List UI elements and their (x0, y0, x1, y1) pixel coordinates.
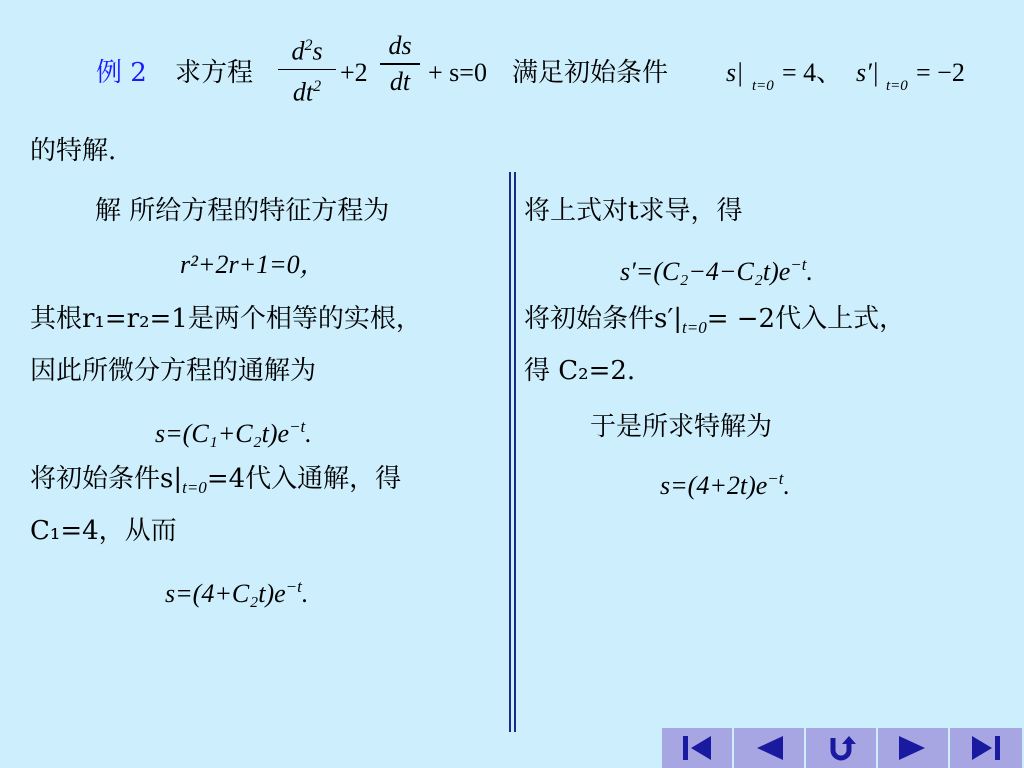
cond-sprime: s′| (856, 58, 879, 87)
coef-plus2: +2 (340, 58, 368, 87)
column-divider (514, 172, 516, 732)
partial-solution: $s=(4+C_2t)e^{-t}$. (165, 577, 309, 608)
cond-s: s| (726, 58, 744, 87)
general-solution-text: 因此所微分方程的通解为 (30, 356, 317, 386)
plus-s-zero: + s=0 (428, 58, 487, 87)
problem-lead: 求方程 (175, 58, 254, 88)
last-icon (966, 734, 1006, 762)
first-slide-button[interactable] (662, 728, 734, 768)
init-cond-line: 将初始条件$s|_{t=0}=4$代入通解，得 (30, 464, 402, 497)
next-icon (893, 734, 933, 762)
first-derivative: ds dt (380, 32, 420, 96)
previous-slide-button[interactable] (734, 728, 806, 768)
second-derivative: $d^2s$ $dt^2$ (278, 32, 336, 107)
derivative-expression: $s'=(C_2-4-C_2t)e^{-t}$. (620, 255, 813, 286)
roots-line: 其根r₁=r₂=1是两个相等的实根， (30, 304, 422, 334)
condition-text: 满足初始条件 (512, 58, 669, 88)
cond-sub2: t=0 (886, 78, 908, 94)
first-icon (677, 734, 717, 762)
last-slide-button[interactable] (950, 728, 1022, 768)
c2-line: 得 C₂=2. (524, 356, 636, 386)
cond-eq4: = 4、 (782, 58, 843, 87)
cond-sub1: t=0 (752, 78, 774, 94)
example-label: 例 2 (96, 58, 147, 88)
c1-line: C₁=4，从而 (30, 516, 177, 546)
prev-icon (749, 734, 789, 762)
particular-intro: 于是所求特解为 (590, 412, 773, 442)
char-equation: r²+2r+1=0， (180, 250, 326, 279)
return-button[interactable] (806, 728, 878, 768)
return-icon (821, 734, 861, 762)
cond-eqm2: = −2 (916, 58, 965, 87)
derivative-intro: 将上式对t求导，得 (524, 196, 743, 226)
substitute-line: 将初始条件$s'|_{t=0}= -2$代入上式， (524, 304, 906, 337)
slide-navigation (662, 728, 1024, 768)
next-slide-button[interactable] (878, 728, 950, 768)
solution-intro: 解 所给方程的特征方程为 (95, 196, 390, 226)
column-divider (509, 172, 511, 732)
problem-line2: 的特解. (30, 136, 117, 166)
particular-solution: $s=(4+2t)e^{-t}$. (660, 469, 790, 500)
general-solution: $s=(C_1+C_2t)e^{-t}$. (155, 417, 312, 448)
